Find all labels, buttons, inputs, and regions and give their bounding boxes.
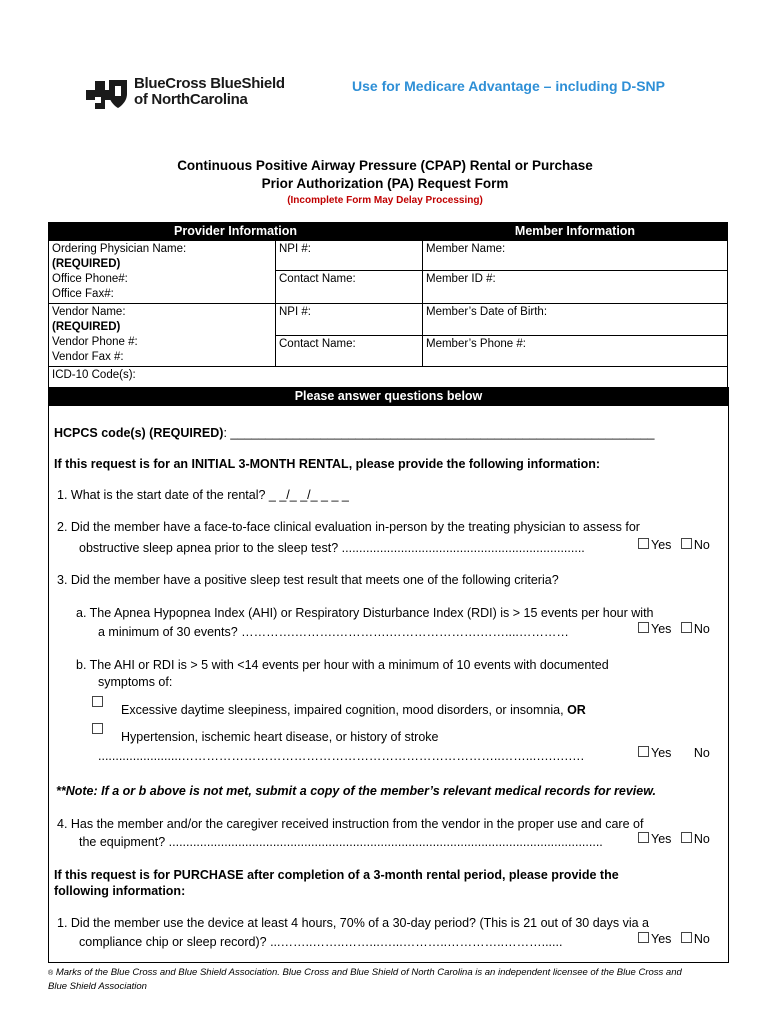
q2-yes-no bbox=[632, 538, 710, 552]
no-label: No bbox=[693, 622, 710, 636]
question-1[interactable]: 1. What is the start date of the rental? _ _/_ _/_ _ _ _ bbox=[57, 488, 349, 502]
question-4-line2: the equipment? ............................................................................................................................. bbox=[79, 835, 603, 849]
q3b-option1-text: Excessive daytime sleepiness, impaired cognition, mood disorders, or insomnia, bbox=[121, 703, 564, 717]
q3b-option2-row bbox=[92, 720, 111, 740]
initial-rental-heading: If this request is for an INITIAL 3-MONTH RENTAL, please provide the following information: bbox=[54, 457, 601, 471]
q3b-option2-text: Hypertension, ischemic heart disease, or history of stroke bbox=[121, 730, 439, 744]
purchase-heading-line2: following information: bbox=[54, 884, 186, 898]
hcpcs-label: HCPCS code(s) (REQUIRED) bbox=[54, 426, 224, 440]
footer-text-line2: Blue Shield Association bbox=[48, 981, 147, 992]
q3b-yes-checkbox[interactable] bbox=[638, 746, 649, 757]
logo-line2: of NorthCarolina bbox=[134, 91, 248, 108]
q3a-yes-no bbox=[632, 622, 710, 636]
purchase-heading-line1: If this request is for PURCHASE after completion of a 3-month rental period, please provide the bbox=[54, 868, 619, 882]
ordering-physician-cell[interactable] bbox=[49, 241, 276, 304]
registered-mark: ® bbox=[48, 970, 54, 977]
question-3a-line2: a minimum of 30 events? ………….……….………….………………….……....………… bbox=[98, 625, 569, 639]
question-3b-line1: b. The AHI or RDI is > 5 with <14 events per hour with a minimum of 10 events with documented bbox=[76, 658, 609, 672]
vendor-phone-label: Vendor Phone #: bbox=[52, 336, 138, 348]
office-phone-label: Office Phone#: bbox=[52, 273, 128, 285]
q4-yes-no bbox=[632, 832, 710, 846]
question-4-line1: 4. Has the member and/or the caregiver received instruction from the vendor in the proper use and care of bbox=[57, 817, 644, 831]
p1-yes-checkbox[interactable] bbox=[638, 932, 649, 943]
no-label: No bbox=[693, 932, 710, 946]
note: **Note: If a or b above is not met, submit a copy of the member’s relevant medical records for review. bbox=[56, 784, 656, 798]
q3b-option2-checkbox[interactable] bbox=[92, 723, 103, 734]
hcpcs-row[interactable] bbox=[54, 423, 654, 443]
yes-label: Yes bbox=[651, 832, 672, 846]
q3b-no-checkbox[interactable] bbox=[681, 746, 692, 757]
cross-shield-icon bbox=[78, 74, 132, 118]
no-label: No bbox=[693, 538, 710, 552]
info-table bbox=[48, 222, 728, 388]
contact-name-field[interactable]: Contact Name: bbox=[276, 271, 423, 304]
vendor-npi-field[interactable]: NPI #: bbox=[276, 304, 423, 336]
npi-field[interactable]: NPI #: bbox=[276, 241, 423, 271]
yes-label: Yes bbox=[651, 932, 672, 946]
vendor-name-label: Vendor Name: bbox=[52, 306, 126, 318]
questions-bar: Please answer questions below bbox=[48, 387, 729, 406]
q3b-yes-no bbox=[632, 746, 710, 760]
purchase-q1-line1: 1. Did the member use the device at least 4 hours, 70% of a 30-day period? (This is 21 out of 30 days via a bbox=[57, 916, 649, 930]
ordering-physician-label: Ordering Physician Name: bbox=[52, 243, 187, 255]
q4-no-checkbox[interactable] bbox=[681, 832, 692, 843]
member-info-header: Member Information bbox=[423, 223, 728, 241]
member-name-field[interactable]: Member Name: bbox=[423, 241, 728, 271]
footer-text-line1: Marks of the Blue Cross and Blue Shield Association. Blue Cross and Blue Shield of North Carolina is an independent licensee of the Blue Cross and bbox=[55, 967, 682, 978]
q3b-dots: ........................…………………………………………………………………..……...….….…. bbox=[98, 749, 585, 763]
form-title-line1: Continuous Positive Airway Pressure (CPAP) Rental or Purchase bbox=[177, 158, 593, 173]
q3b-option1 bbox=[121, 700, 586, 720]
required-label: (REQUIRED) bbox=[52, 258, 121, 270]
question-2-line2: obstructive sleep apnea prior to the sleep test? ...................................................................... bbox=[79, 541, 585, 555]
p1-no-checkbox[interactable] bbox=[681, 932, 692, 943]
required-label: (REQUIRED) bbox=[52, 321, 121, 333]
q2-yes-checkbox[interactable] bbox=[638, 538, 649, 549]
yes-label: Yes bbox=[651, 622, 672, 636]
p1-yes-no bbox=[632, 932, 710, 946]
q3a-no-checkbox[interactable] bbox=[681, 622, 692, 633]
bcbsnc-logo bbox=[78, 74, 298, 118]
member-phone-field[interactable]: Member’s Phone #: bbox=[423, 335, 728, 367]
question-3: 3. Did the member have a positive sleep test result that meets one of the following criteria? bbox=[57, 573, 559, 587]
no-label: No bbox=[693, 746, 710, 760]
q3b-option1-checkbox[interactable] bbox=[92, 696, 103, 707]
q3b-option1-row bbox=[92, 693, 111, 713]
yes-label: Yes bbox=[651, 746, 672, 760]
yes-label: Yes bbox=[651, 538, 672, 552]
form-title-line2: Prior Authorization (PA) Request Form bbox=[261, 176, 509, 191]
question-2-line1: 2. Did the member have a face-to-face clinical evaluation in-person by the treating physician to assess for bbox=[57, 520, 640, 534]
member-dob-field[interactable]: Member’s Date of Birth: bbox=[423, 304, 728, 336]
question-3a-line1: a. The Apnea Hypopnea Index (AHI) or Respiratory Disturbance Index (RDI) is > 15 events per hour with bbox=[76, 606, 654, 620]
no-label: No bbox=[693, 832, 710, 846]
vendor-cell[interactable] bbox=[49, 304, 276, 367]
member-id-field[interactable]: Member ID #: bbox=[423, 271, 728, 304]
office-fax-label: Office Fax#: bbox=[52, 288, 114, 300]
icd10-field[interactable]: ICD-10 Code(s): bbox=[49, 367, 728, 388]
vendor-contact-name-field[interactable]: Contact Name: bbox=[276, 335, 423, 367]
incomplete-warning: (Incomplete Form May Delay Processing) bbox=[287, 195, 483, 206]
medicare-note: Use for Medicare Advantage – including D-SNP bbox=[352, 78, 665, 94]
hcpcs-input-line[interactable]: : _____________________________________________________________ bbox=[223, 426, 655, 440]
q3b-or: OR bbox=[567, 703, 586, 717]
logo-line1: BlueCross BlueShield bbox=[134, 75, 285, 92]
q2-no-checkbox[interactable] bbox=[681, 538, 692, 549]
question-3b-line2: symptoms of: bbox=[98, 675, 173, 689]
footer bbox=[48, 966, 728, 993]
provider-info-header: Provider Information bbox=[49, 223, 423, 241]
purchase-q1-line2: compliance chip or sleep record)? ...……..……..……...…...………..…………..………...... bbox=[79, 935, 563, 949]
q3a-yes-checkbox[interactable] bbox=[638, 622, 649, 633]
q4-yes-checkbox[interactable] bbox=[638, 832, 649, 843]
vendor-fax-label: Vendor Fax #: bbox=[52, 351, 124, 363]
